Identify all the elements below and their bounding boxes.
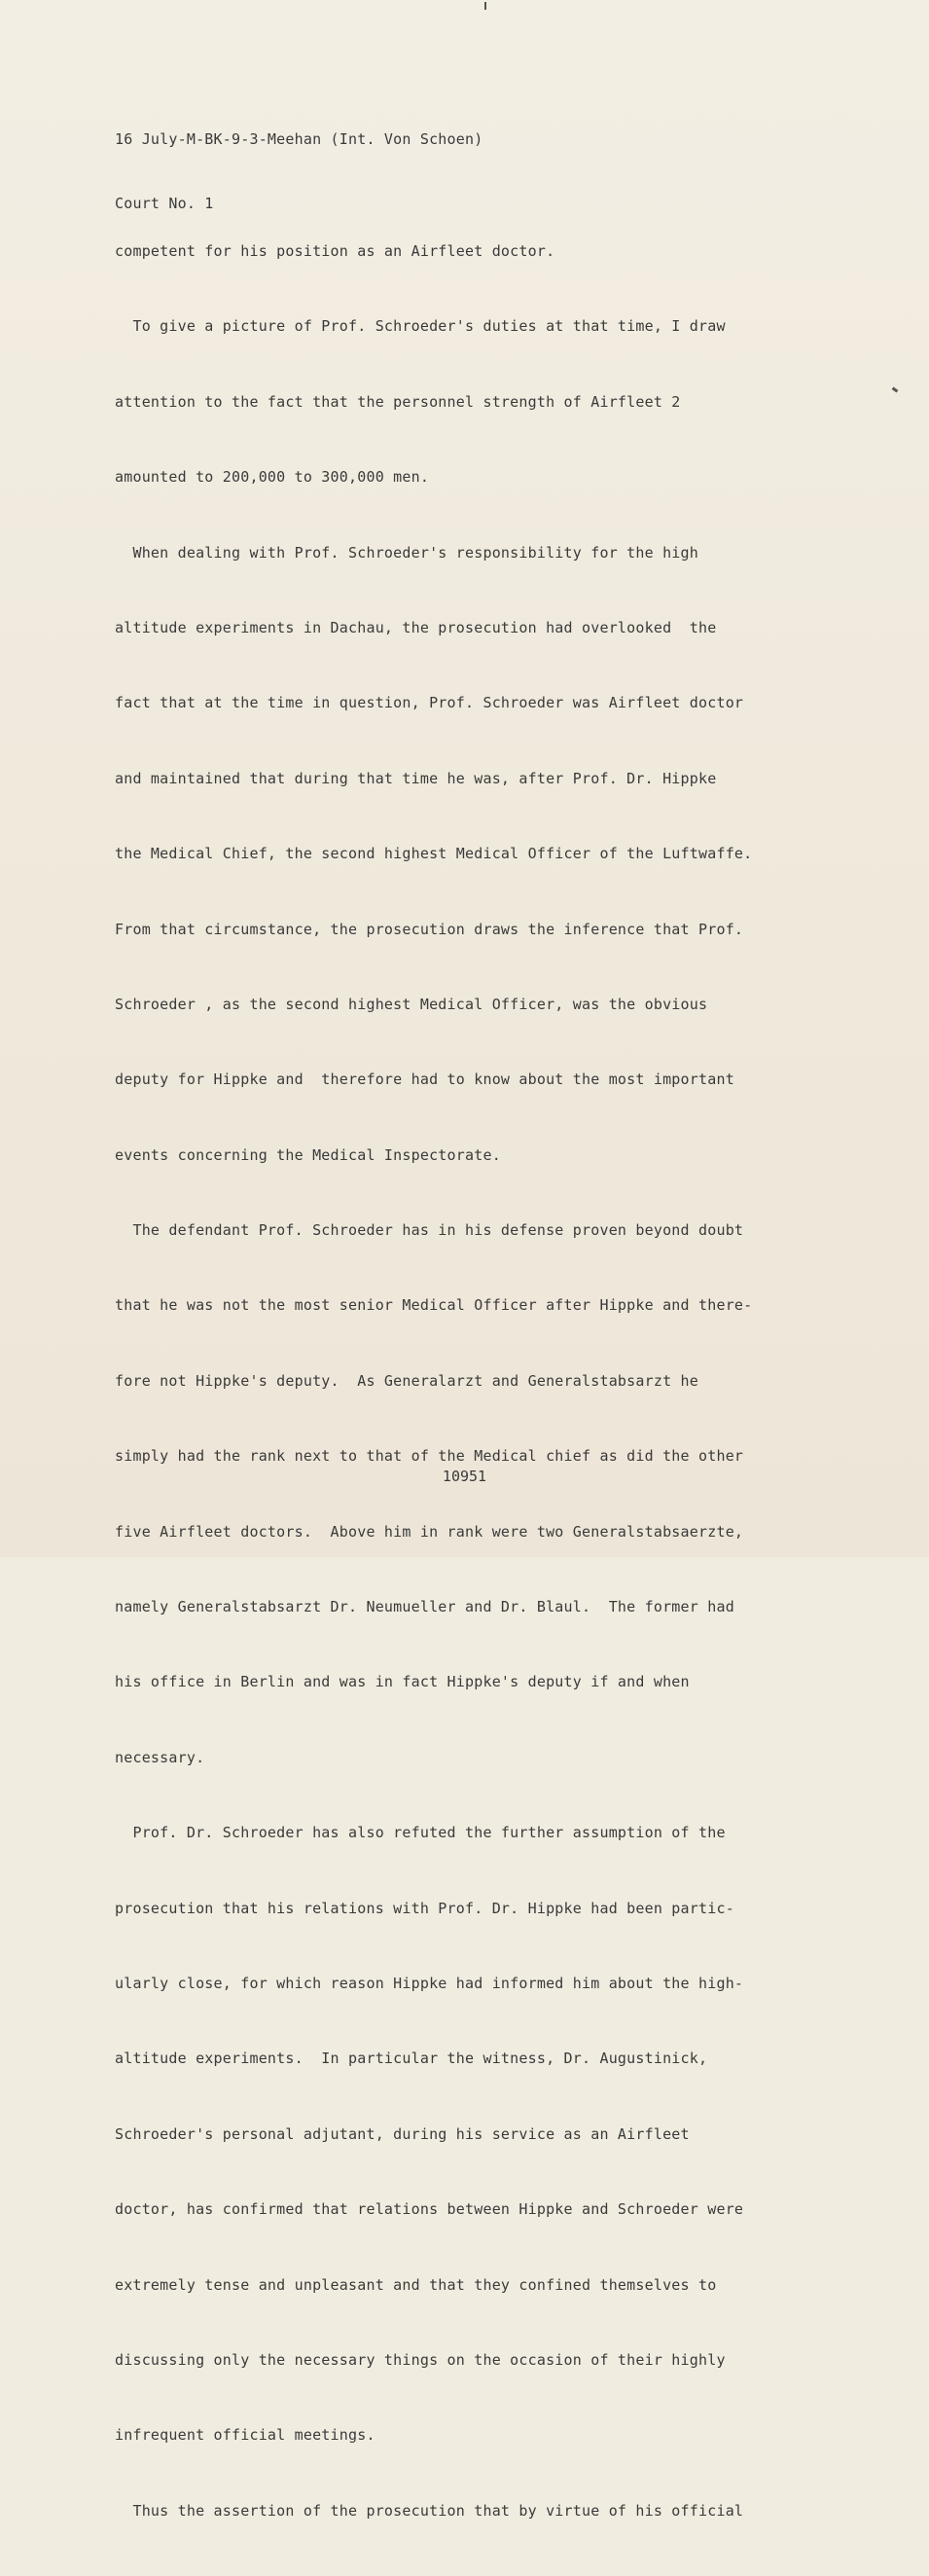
ink-speck [892, 387, 899, 393]
body-line: To give a picture of Prof. Schroeder's duties at that time, I draw [115, 317, 726, 336]
body-line: prosecution that his relations with Prof. Dr. Hippke had been partic- [115, 1899, 734, 1917]
body-line: competent for his position as an Airfleet doctor. [115, 242, 555, 260]
header-court-line: Court No. 1 [115, 195, 214, 212]
body-line: simply had the rank next to that of the Medical chief as did the other [115, 1447, 744, 1466]
header-session-line: 16 July-M-BK-9-3-Meehan (Int. Von Schoen) [115, 130, 483, 148]
body-line: deputy for Hippke and therefore had to know about the most important [115, 1070, 734, 1089]
body-line: discussing only the necessary things on the occasion of their highly [115, 2350, 726, 2369]
body-line: Schroeder , as the second highest Medical Officer, was the obvious [115, 995, 708, 1013]
document-body [115, 206, 830, 2576]
body-line: The defendant Prof. Schroeder has in his defense proven beyond doubt [115, 1221, 744, 1240]
body-line: events concerning the Medical Inspectorate. [115, 1145, 501, 1164]
body-line: extremely tense and unpleasant and that they confined themselves to [115, 2275, 717, 2294]
body-line: doctor, has confirmed that relations between Hippke and Schroeder were [115, 2200, 744, 2219]
body-line: five Airfleet doctors. Above him in rank were two Generalstabsaerzte, [115, 1522, 744, 1541]
body-line: altitude experiments in Dachau, the prosecution had overlooked the [115, 618, 717, 636]
body-line: infrequent official meetings. [115, 2426, 375, 2445]
body-line: necessary. [115, 1748, 205, 1766]
body-line: Prof. Dr. Schroeder has also refuted the further assumption of the [115, 1824, 726, 1842]
body-line: fact that at the time in question, Prof. Schroeder was Airfleet doctor [115, 694, 744, 712]
body-line: Schroeder's personal adjutant, during his service as an Airfleet [115, 2124, 690, 2143]
body-line: that he was not the most senior Medical Officer after Hippke and there- [115, 1296, 753, 1315]
body-line: When dealing with Prof. Schroeder's responsibility for the high [115, 543, 698, 562]
page-number: 10951 [442, 1468, 487, 1485]
body-line: amounted to 200,000 to 300,000 men. [115, 468, 430, 487]
body-line: ularly close, for which reason Hippke had informed him about the high- [115, 1974, 744, 1992]
body-line: Thus the assertion of the prosecution that by virtue of his official [115, 2501, 744, 2520]
body-line: attention to the fact that the personnel strength of Airfleet 2 [115, 392, 681, 411]
body-line: namely Generalstabsarzt Dr. Neumueller and Dr. Blaul. The former had [115, 1598, 734, 1616]
body-line: From that circumstance, the prosecution draws the inference that Prof. [115, 920, 744, 938]
body-line: fore not Hippke's deputy. As Generalarzt and Generalstabsarzt he [115, 1371, 698, 1390]
ink-speck [484, 2, 486, 10]
body-line: and maintained that during that time he was, after Prof. Dr. Hippke [115, 769, 717, 787]
body-line: the Medical Chief, the second highest Medical Officer of the Luftwaffe. [115, 845, 753, 863]
body-line: his office in Berlin and was in fact Hippke's deputy if and when [115, 1673, 690, 1691]
body-line: altitude experiments. In particular the witness, Dr. Augustinick, [115, 2050, 708, 2068]
